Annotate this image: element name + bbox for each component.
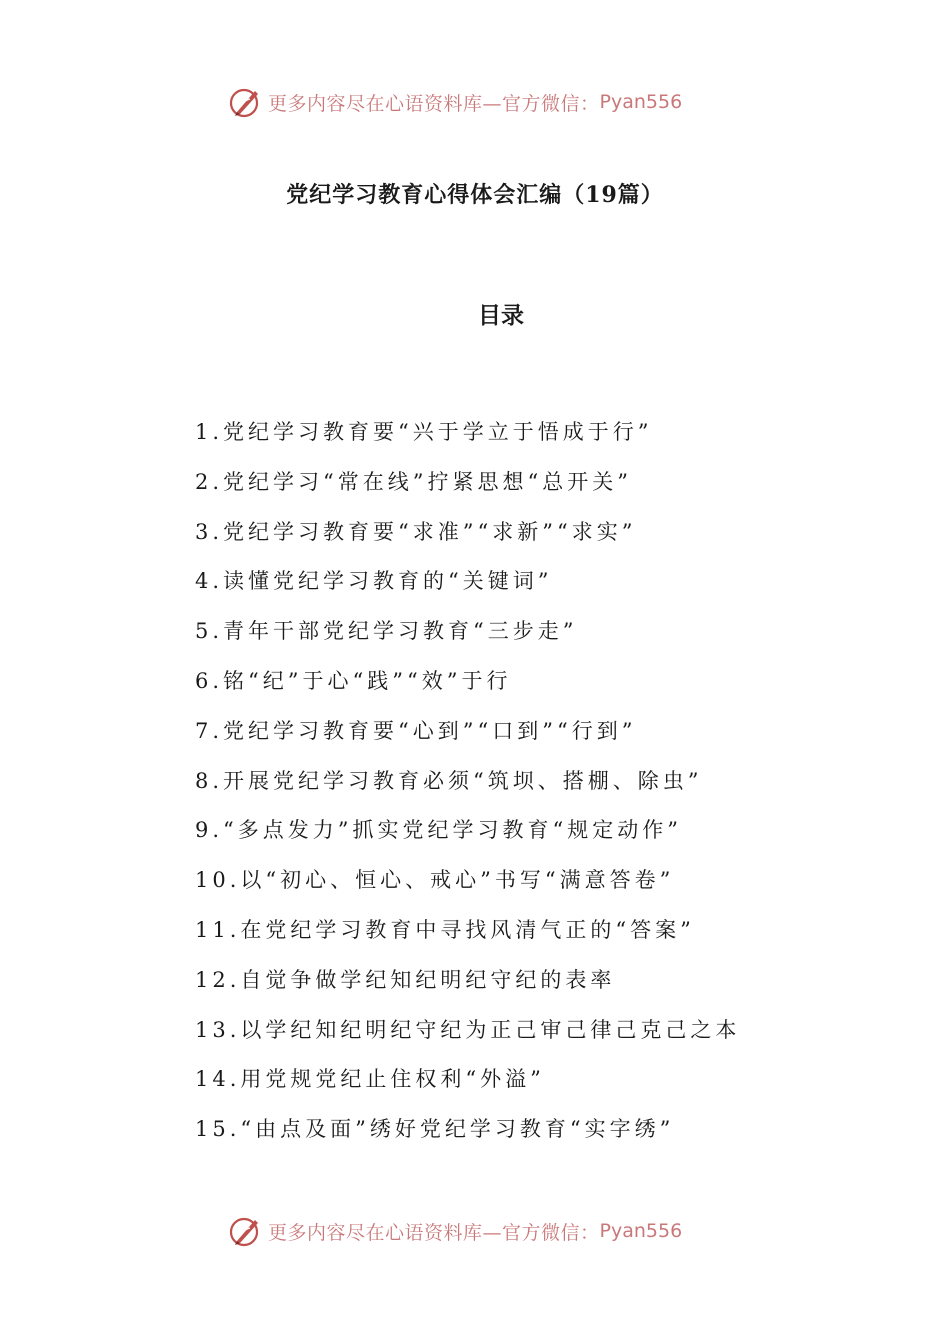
document-title: 党纪学习教育心得体会汇编（19篇）: [286, 182, 664, 208]
watermark-text: 更多内容尽在心语资料库—官方微信：: [268, 1221, 600, 1244]
toc-item: 9.“多点发力”抓实党纪学习教育“规定动作”: [195, 818, 682, 843]
watermark-handle: Pyan556: [599, 91, 683, 113]
toc-item: 4.读懂党纪学习教育的“关键词”: [195, 569, 553, 594]
watermark-text: 更多内容尽在心语资料库—官方微信：: [268, 92, 600, 115]
toc-item: 8.开展党纪学习教育必须“筑坝、搭棚、除虫”: [195, 768, 703, 793]
toc-item: 14.用党规党纪止住权利“外溢”: [195, 1067, 545, 1092]
footer-watermark-banner: [228, 1211, 728, 1251]
toc-item: 15.“由点及面”绣好党纪学习教育“实字绣”: [195, 1117, 675, 1142]
toc-item: 5.青年干部党纪学习教育“三步走”: [195, 619, 578, 644]
pen-circle-icon: [228, 85, 262, 119]
toc-item: 6.铭“纪”于心“践”“效”于行: [195, 668, 512, 693]
toc-item: 11.在党纪学习教育中寻找风清气正的“答案”: [195, 917, 695, 942]
toc-item: 12.自觉争做学纪知纪明纪守纪的表率: [195, 967, 616, 992]
table-of-contents: [195, 412, 740, 1159]
toc-item: 10.以“初心、恒心、戒心”书写“满意答卷”: [195, 868, 675, 893]
toc-item: 2.党纪学习“常在线”拧紧思想“总开关”: [195, 469, 632, 494]
watermark-handle: Pyan556: [599, 1220, 683, 1242]
toc-item: 3.党纪学习教育要“求准”“求新”“求实”: [195, 519, 637, 544]
header-watermark-banner: [228, 82, 728, 122]
toc-item: 1.党纪学习教育要“兴于学立于悟成于行”: [195, 420, 653, 444]
pen-circle-icon: [228, 1214, 262, 1248]
toc-item: 7.党纪学习教育要“心到”“口到”“行到”: [195, 718, 637, 743]
toc-heading: 目录: [478, 302, 524, 329]
toc-item: 13.以学纪知纪明纪守纪为正己审己律己克己之本: [195, 1017, 741, 1042]
